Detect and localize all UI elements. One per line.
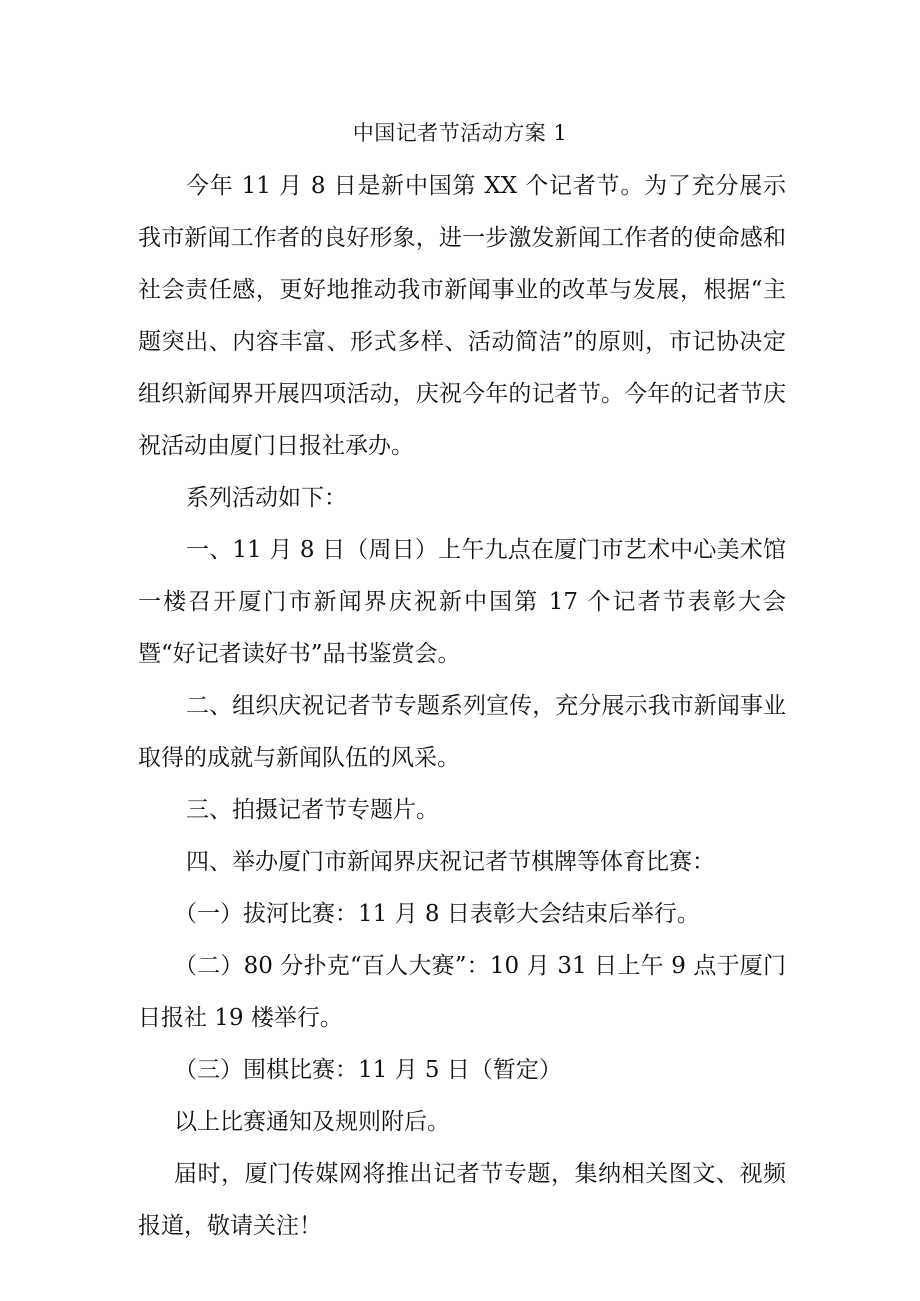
paragraph-contest-1: （一）拔河比赛：11 月 8 日表彰大会结束后举行。 — [174, 901, 700, 927]
paragraph-activity-2: 二、组织庆祝记者节专题系列宣传，充分展示我市新闻事业取得的成就与新闻队伍的风采。 — [138, 693, 786, 771]
paragraph-activities-heading: 系列活动如下： — [186, 485, 347, 511]
paragraph-rules-note: 以上比赛通知及规则附后。 — [174, 1109, 450, 1135]
paragraph-activity-4: 四、举办厦门市新闻界庆祝记者节棋牌等体育比赛： — [186, 849, 715, 875]
paragraph-activity-3: 三、拍摄记者节专题片。 — [186, 797, 439, 823]
paragraph-activity-1: 一、11 月 8 日（周日）上午九点在厦门市艺术中心美术馆一楼召开厦门市新闻界庆祝新中国第 17 个记者节表彰大会暨“好记者读好书”品书鉴赏会。 — [138, 537, 786, 667]
document-title: 中国记者节活动方案 1 — [352, 121, 568, 145]
paragraph-contest-2: （二）80 分扑克“百人大赛”：10 月 31 日上午 9 点于厦门日报社 19 楼举行。 — [138, 953, 786, 1031]
paragraph-closing: 届时，厦门传媒网将推出记者节专题，集纳相关图文、视频报道，敬请关注！ — [138, 1161, 786, 1239]
document-body — [138, 160, 786, 1252]
paragraph-intro: 今年 11 月 8 日是新中国第 XX 个记者节。为了充分展示我市新闻工作者的良好形象，进一步激发新闻工作者的使命感和社会责任感，更好地推动我市新闻事业的改革与发展，根据“主题突出、内容丰富、形式多样、活动简洁”的原则，市记协决定组织新闻界开展四项活动，庆祝今年的记者节。今年的记者节庆祝活动由厦门日报社承办。 — [138, 173, 786, 459]
paragraph-contest-3: （三）围棋比赛：11 月 5 日（暂定） — [174, 1057, 562, 1083]
